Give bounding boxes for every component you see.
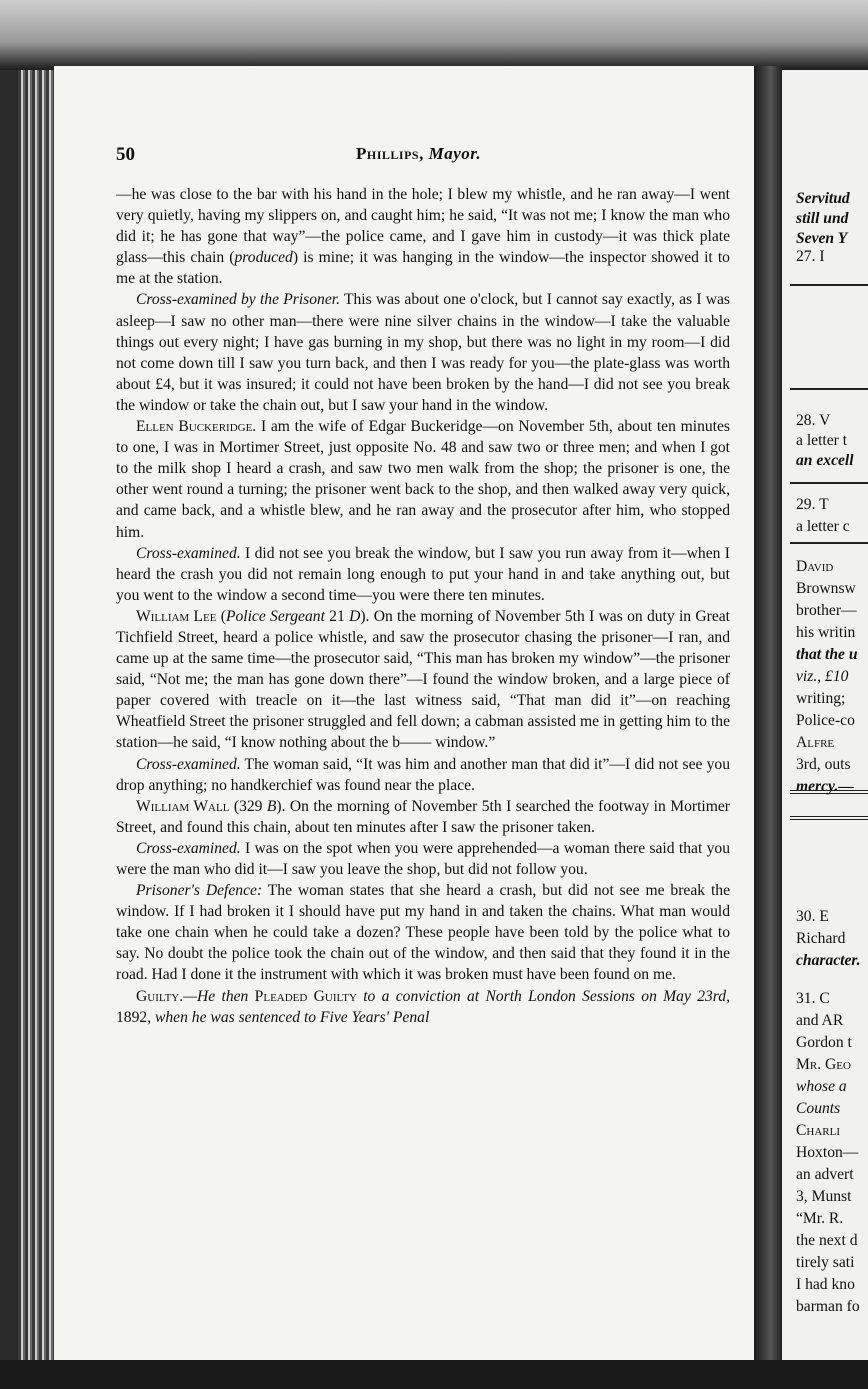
right-page-line: a letter t xyxy=(796,432,848,449)
text-run: ) is mine; it was hanging in the window—the inspector showed it to me at the station. xyxy=(116,249,730,288)
right-page-line: barman fo xyxy=(796,1298,860,1315)
right-page-line: a letter c xyxy=(796,518,850,535)
paragraph xyxy=(116,754,730,796)
text-run: I am the wife of Edgar Buckeridge—on November 5th, about ten minutes to one, I was in Mortimer Street, just opposite No. 48 and saw two or three men; and when I got to the milk shop I heard a crash, and saw two men walk from the shop; the prisoner is one, the other went round a turning; the prisoner went back to the shop, and then walked away very quick, and came back, and a whistle blew, and he ran away and the prosecutor after him, who stopped him. xyxy=(116,418,730,541)
text-run: , when he was sentenced to Five Years' Penal xyxy=(147,1008,430,1026)
page-number: 50 xyxy=(116,144,135,165)
right-page-line: the next d xyxy=(796,1232,858,1249)
right-page-line: David xyxy=(796,558,834,575)
right-page-line: whose a xyxy=(796,1078,847,1095)
text-run: William Lee xyxy=(136,607,217,625)
right-page-line: Richard xyxy=(796,930,846,947)
text-run: Ellen Buckeridge. xyxy=(136,418,257,436)
rule-line xyxy=(790,542,868,544)
right-page-line: “Mr. R. xyxy=(796,1210,844,1227)
rule-line xyxy=(790,388,868,390)
text-run: B xyxy=(266,797,277,815)
text-run: Pleaded Guilty xyxy=(254,987,357,1005)
right-page-line: Alfre xyxy=(796,734,835,751)
rule-line xyxy=(790,284,868,286)
right-page-line: an advert xyxy=(796,1166,854,1183)
paragraph xyxy=(116,986,730,1028)
right-page-line: an excell xyxy=(796,452,854,469)
right-page-line: mercy.— xyxy=(796,778,854,795)
page-body-text xyxy=(116,184,730,1028)
rule-line xyxy=(790,790,868,794)
right-page-line: 31. C xyxy=(796,990,830,1007)
right-page-line: Servitud xyxy=(796,190,850,207)
text-run: 21 xyxy=(324,607,350,625)
right-page-line: Brownsw xyxy=(796,580,856,597)
text-run: ). On the morning of November 5th I was on duty in Great Tichfield Street, heard a police whistle, and saw the prosecutor chasing the prisoner—I ran, and came up at the same time—the prosecutor said, “This man has broken my window”—the prisoner said, “Not me; the man has gone down there”—I found the window broken, and a large piece of paper covered with treacle on it—the last witness said, “That man did it”—on reaching Wheatfield Street the prisoner struggled and fell down; a cabman assisted me in getting him to the station—he said, “I know nothing about the b—— window.” xyxy=(116,607,730,752)
right-page-line: his writin xyxy=(796,624,856,641)
right-page-line: viz., £10 xyxy=(796,668,849,685)
right-page-line: 3, Munst xyxy=(796,1188,852,1205)
book-gutter xyxy=(754,66,782,1360)
text-run: Cross-examined. xyxy=(136,839,241,857)
text-run: William Wall xyxy=(136,797,230,815)
text-run: D xyxy=(349,607,361,625)
text-run: (329 xyxy=(229,797,267,815)
text-run: I did not see you break the window, but I saw you run away from it—when I heard the crash you did not remain long enough to put your hand in and take anything out, but you went to the window a second time—you were there ten minutes. xyxy=(116,544,730,604)
text-run: to a conviction at North London Sessions on May 23rd, xyxy=(356,987,730,1005)
text-run: The woman said, “It was him and another man that did it”—I did not see you drop anything; no handkerchief was found near the place. xyxy=(116,755,730,794)
right-page-line: 30. E xyxy=(796,908,829,925)
paragraph xyxy=(116,796,730,838)
right-page-line: 29. T xyxy=(796,496,829,513)
text-run: —he was close to the bar with his hand in the hole; I blew my whistle, and he ran away—I went very quietly, having my slippers on, and caught him; he said, “It was not me; I know the man who did it; he has gone that way”—the police came, and I gave him in custody—it was thick plate glass—this chain ( xyxy=(116,186,730,267)
paragraph xyxy=(116,416,730,543)
running-head-name: Phillips, xyxy=(356,144,424,163)
text-run: —He then xyxy=(183,987,255,1005)
paragraph xyxy=(116,184,730,289)
right-page-line: 27. I xyxy=(796,248,825,265)
scan-top-edge xyxy=(0,0,868,70)
text-run: Police Sergeant xyxy=(225,607,325,625)
paragraph xyxy=(116,880,730,985)
right-page-line: Counts xyxy=(796,1100,841,1117)
right-page-line: character. xyxy=(796,952,861,969)
paragraph xyxy=(116,289,730,416)
text-run: The woman states that she heard a crash, but did not see me break the window. If I had broken it I should have put my hand in and taken the chains. What man would take one chain when he could take a dozen? These people have been told by the police what to say. No doubt the police took the chain out of the window, and then said that they found it in the road. Had I done it the instrument with which it was broken must have been found on me. xyxy=(116,882,730,984)
text-run: ). On the morning of November 5th I searched the footway in Mortimer Street, and found this chain, about ten minutes after I saw the prisoner taken. xyxy=(116,797,730,836)
right-page-line: writing; xyxy=(796,690,846,707)
text-run: Guilty. xyxy=(136,987,184,1005)
right-page-line: Hoxton— xyxy=(796,1144,859,1161)
running-head xyxy=(356,144,481,164)
book-spine-edge xyxy=(18,70,54,1360)
right-page-fragment xyxy=(782,70,868,1360)
left-page xyxy=(54,66,754,1360)
text-run: This was about one o'clock, but I cannot say exactly, as I was asleep—I saw no other man—there were nine silver chains in the window—I take the valuable things out every night; I have gas burning in my shop, but there was no light in my room—I did not come down till I saw you turn back, and then I was ready for you—the plate-glass was worth about £4, but it was insured; it could not have been broken by the hand—I did not see you break the window or take the chain out, but I saw your hand in the window. xyxy=(116,291,730,414)
text-run: Cross-examined. xyxy=(136,755,241,773)
right-page-line: Gordon t xyxy=(796,1034,852,1051)
right-page-line: Mr. Geo xyxy=(796,1056,851,1073)
right-page-line: Seven Y xyxy=(796,230,848,247)
right-page-line: and AR xyxy=(796,1012,844,1029)
text-run: Cross-examined. xyxy=(136,544,241,562)
right-page-line: Police-co xyxy=(796,712,855,729)
rule-line xyxy=(790,816,868,820)
scan-bottom-edge xyxy=(0,1360,868,1389)
right-page-line: still und xyxy=(796,210,849,227)
text-run: I was on the spot when you were apprehended—a woman there said that you were the man who did it—I saw you leave the shop, but did not follow you. xyxy=(116,839,730,878)
text-run: Prisoner's Defence: xyxy=(136,882,263,900)
right-page-line: tirely sati xyxy=(796,1254,855,1271)
paragraph xyxy=(116,606,730,754)
rule-line xyxy=(790,482,868,484)
right-page-line: 3rd, outs xyxy=(796,756,851,773)
paragraph xyxy=(116,838,730,880)
paragraph xyxy=(116,543,730,606)
right-page-line: that the u xyxy=(796,646,858,663)
right-page-line: Charli xyxy=(796,1122,841,1139)
text-run: produced xyxy=(234,249,293,267)
right-page-line: 28. V xyxy=(796,412,831,429)
text-run: ( xyxy=(216,607,226,625)
right-page-line: brother— xyxy=(796,602,857,619)
text-run: 1892 xyxy=(116,1008,148,1026)
text-run: Cross-examined by the Prisoner. xyxy=(136,291,340,309)
running-head-title: Mayor. xyxy=(428,144,482,163)
right-page-line: I had kno xyxy=(796,1276,855,1293)
